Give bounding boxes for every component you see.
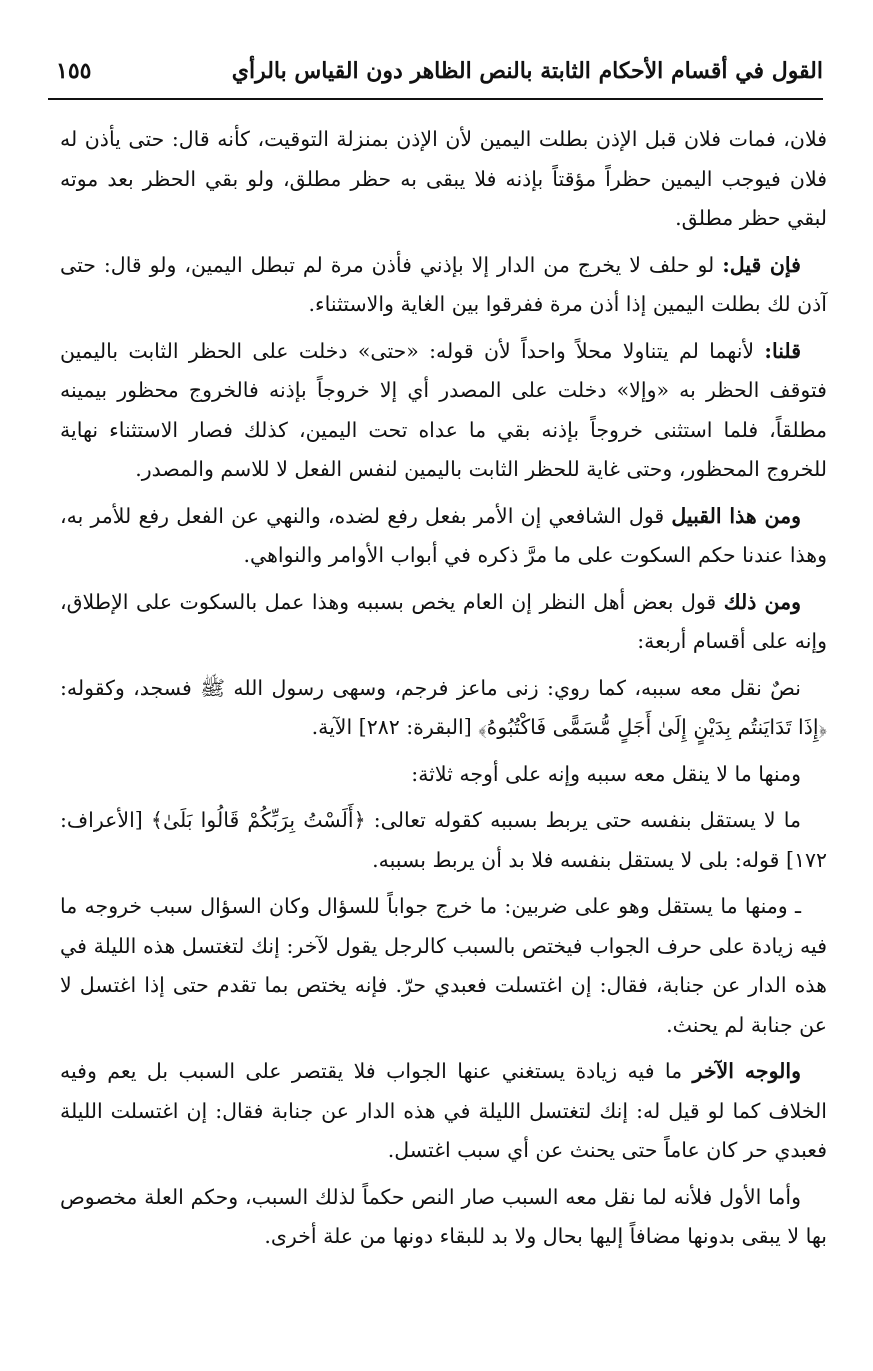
paragraph-text: قول بعض أهل النظر إن العام يخص بسببه وهذا عمل بالسكوت على الإطلاق، وإنه على أقسام أربعة:: [60, 589, 827, 653]
paragraph-text: ـ ومنها ما يستقل وهو على ضربين: ما خرج جواباً للسؤال وكان السؤال سبب خروجه ما فيه زيادة على حرف الجواب فيختص بالسبب كالرجل يقول لآخر: إنك لتغتسل هذه الليلة في هذه الدار عن جنابة، فقال: إن اغتسلت فعبدي حرّ. فإنه يختص بما تقدم حتى إذا اغتسل لا عن جنابة لم يحنث.: [60, 894, 827, 1037]
paragraph-7: [60, 755, 827, 795]
paragraph-text: لأنهما لم يتناولا محلاً واحداً لأن قوله: «حتى» دخلت على الحظر الثابت باليمين فتوقف الحظر به «وإلا» دخلت على المصدر أي إلا خروجاً بإذنه فالخروج محظور بيمينه مطلقاً، فلما استثنى خروجاً بإذنه بقي ما عداه تحت اليمين، كذلك فصار الاستثناء نهاية للخروج المحظور، وحتى غاية للحظر الثابت باليمين لنفس الفعل لا للاسم والمصدر.: [60, 338, 827, 481]
paragraph-text: ومنها ما لا ينقل معه سببه وإنه على أوجه ثلاثة:: [411, 761, 801, 786]
paragraph-lead: ومن ذلك: [723, 589, 801, 614]
paragraph-8: [60, 801, 827, 880]
paragraph-lead: والوجه الآخر: [692, 1059, 802, 1083]
paragraph-text: ما فيه زيادة يستغني عنها الجواب فلا يقتصر على السبب بل يعم وفيه الخلاف كما لو قيل له: إنك لتغتسل الليلة في هذه الدار عن جنابة فقال: إن اغتسلت الليلة فعبدي حر كان عاماً حتى يحنث عن أي سبب اغتسل.: [60, 1059, 827, 1162]
page-header: [48, 52, 823, 100]
paragraph-1: [60, 120, 827, 239]
running-title: القول في أقسام الأحكام الثابتة بالنص الظاهر دون القياس بالرأي: [231, 58, 823, 84]
paragraph-lead: ومن هذا القبيل: [671, 503, 801, 528]
paragraph-lead: فإن قيل:: [722, 252, 801, 277]
paragraph-text: فلان، فمات فلان قبل الإذن بطلت اليمين لأن الإذن بمنزلة التوقيت، كأنه قال: حتى يأذن له فلان فيوجب اليمين حظراً مؤقتاً بإذنه فلا يبقى به حظر مطلق، ولو بقي الحظر بعد موته لبقي حظر مطلق.: [60, 127, 827, 230]
paragraph-4: [60, 497, 827, 576]
paragraph-2: [60, 246, 827, 325]
paragraph-10: [60, 1052, 827, 1171]
paragraph-text: وأما الأول فلأنه لما نقل معه السبب صار النص حكماً لذلك السبب، وحكم العلة مخصوص بها لا يبقى بدونها مضافاً إليها بحال ولا بد للبقاء دونها من علة أخرى.: [60, 1184, 827, 1248]
paragraph-5: [60, 583, 827, 662]
paragraph-6: [60, 669, 827, 748]
paragraph-text: نصٌ نقل معه سببه، كما روي: زنى ماعز فرجم، وسهى رسول الله ﷺ فسجد، وكقوله: ﴿إِذَا تَدَايَنتُم بِدَيْنٍ إِلَىٰ أَجَلٍ مُّسَمًّى فَاكْتُبُوهُ﴾ [البقرة: ٢٨٢] الآية.: [60, 675, 827, 739]
paragraph-lead: قلنا:: [764, 338, 801, 363]
paragraph-text: لو حلف لا يخرج من الدار إلا بإذني فأذن مرة لم تبطل اليمين، ولو قال: حتى آذن لك بطلت اليمين إذا أذن مرة ففرقوا بين الغاية والاستثناء.: [60, 252, 827, 316]
page-number: ١٥٥: [56, 58, 92, 84]
paragraph-9: [60, 887, 827, 1045]
paragraph-11: [60, 1178, 827, 1257]
paragraph-text: ما لا يستقل بنفسه حتى يربط بسببه كقوله تعالى: ﴿أَلَسْتُ بِرَبِّكُمْ قَالُوا بَلَىٰ﴾ [الأعراف: ١٧٢] قوله: بلى لا يستقل بنفسه فلا بد أن يربط بسببه.: [60, 808, 827, 872]
paragraph-text: قول الشافعي إن الأمر بفعل رفع لضده، والنهي عن الفعل رفع للأمر به، وهذا عندنا حكم السكوت على ما مرَّ ذكره في أبواب الأوامر والنواهي.: [60, 503, 827, 567]
paragraph-3: [60, 332, 827, 490]
body-text: [60, 120, 827, 1264]
